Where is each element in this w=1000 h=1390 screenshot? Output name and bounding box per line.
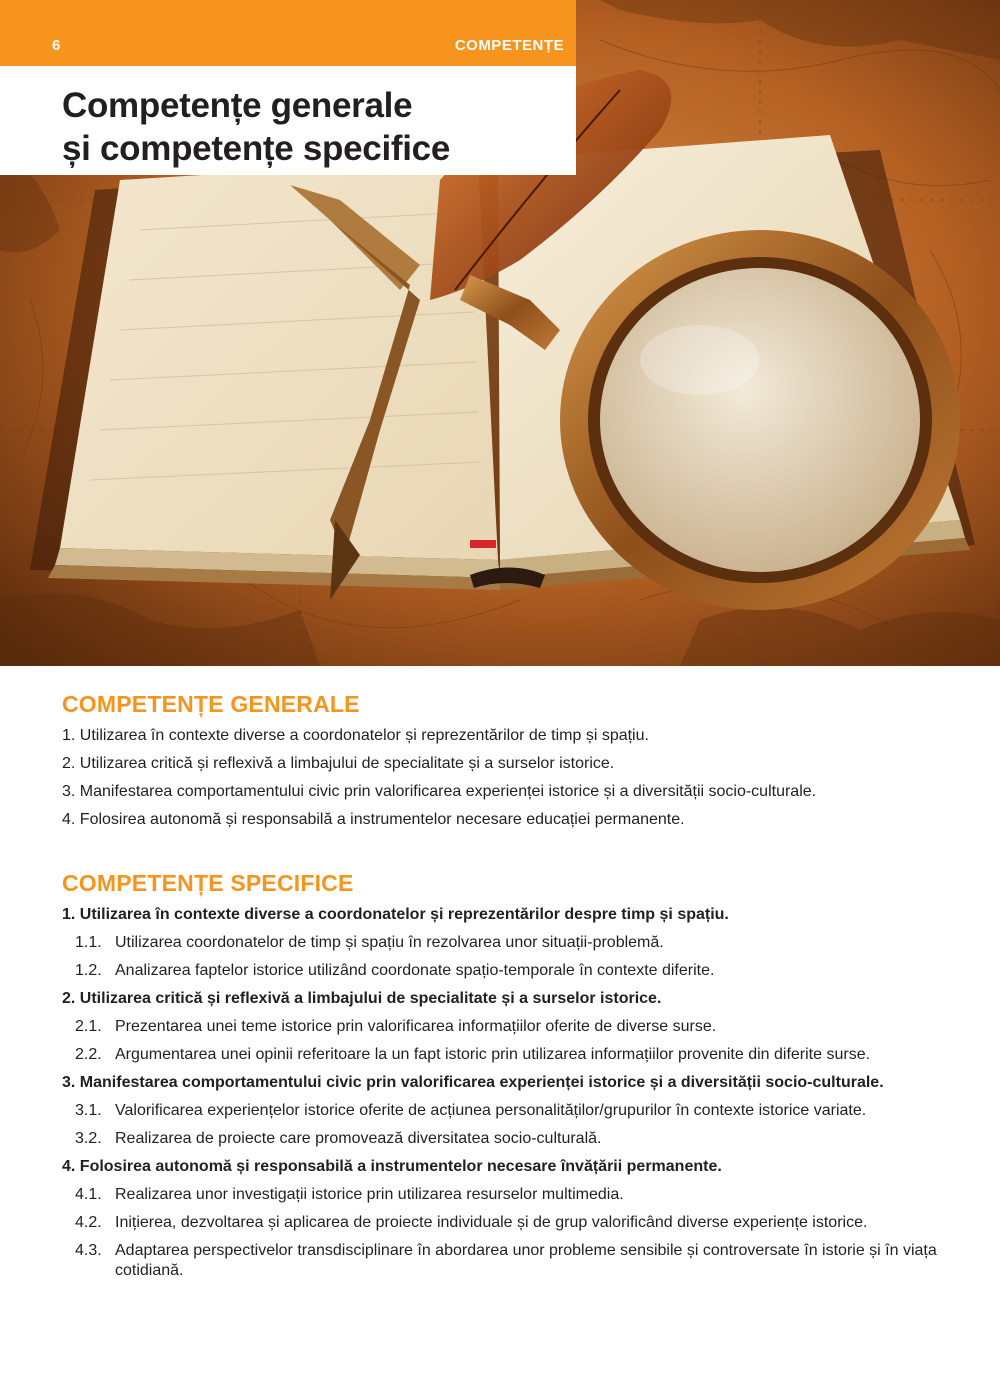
specific-competence-item: [75, 1185, 942, 1205]
page-title-line2: și competențe specifice: [62, 129, 450, 168]
header-bar: [0, 0, 576, 66]
specific-group-title: 1. Utilizarea în contexte diverse a coordonatelor și reprezentărilor despre timp și spațiu.: [62, 906, 729, 923]
specific-competence-number: 2.2.: [75, 1046, 102, 1063]
specific-competence-text: Adaptarea perspectivelor transdisciplinare în abordarea unor probleme sensibile și controversate în istorie și în viața cotidiană.: [115, 1242, 937, 1279]
page-number: 6: [52, 37, 61, 54]
specific-group: [62, 1073, 942, 1149]
page-title-line1: Competențe generale: [62, 86, 413, 125]
general-competence-item: 1. Utilizarea în contexte diverse a coordonatelor și reprezentărilor de timp și spațiu.: [62, 727, 649, 744]
specific-competence-text: Realizarea unor investigații istorice prin utilizarea resurselor multimedia.: [115, 1186, 624, 1203]
specific-competence-number: 4.1.: [75, 1186, 102, 1203]
specific-sublist: [62, 1185, 942, 1281]
specific-competence-number: 4.2.: [75, 1214, 102, 1231]
specific-competences-list: [62, 905, 942, 1289]
specific-competence-item: [75, 1213, 942, 1233]
specific-competence-item: [75, 933, 942, 953]
specific-competence-text: Argumentarea unei opinii referitoare la un fapt istoric prin utilizarea informațiilor provenite din diferite surse.: [115, 1046, 871, 1063]
specific-group-title: 2. Utilizarea critică și reflexivă a limbajului de specialitate și a surselor istorice.: [62, 990, 662, 1007]
specific-competence-item: [75, 1241, 942, 1281]
specific-sublist: [62, 1101, 942, 1149]
specific-group-title: 3. Manifestarea comportamentului civic prin valorificarea experienței istorice și a diversității socio-culturale.: [62, 1074, 884, 1091]
specific-competence-number: 1.1.: [75, 934, 102, 951]
general-competence-item: 3. Manifestarea comportamentului civic prin valorificarea experienței istorice și a diversității socio-culturale.: [62, 783, 817, 800]
specific-sublist: [62, 1017, 942, 1065]
specific-competence-text: Analizarea faptelor istorice utilizând coordonate spațio-temporale în contexte diferite.: [115, 962, 715, 979]
page-title: [62, 84, 450, 170]
specific-competence-item: [75, 1017, 942, 1037]
specific-group-title: 4. Folosirea autonomă și responsabilă a instrumentelor necesare învățării permanente.: [62, 1158, 722, 1175]
specific-competence-number: 3.2.: [75, 1130, 102, 1147]
specific-competence-text: Inițierea, dezvoltarea și aplicarea de proiecte individuale și de grup valorificând diverse experiențe istorice.: [115, 1214, 868, 1231]
general-competences-list: [62, 726, 962, 838]
general-competence-item: 4. Folosirea autonomă și responsabilă a instrumentelor necesare educației permanente.: [62, 811, 685, 828]
specific-competence-text: Valorificarea experiențelor istorice oferite de acțiunea personalităților/grupurilor în contexte istorice variate.: [115, 1102, 867, 1119]
section-label: COMPETENȚE: [454, 37, 564, 54]
specific-competence-number: 2.1.: [75, 1018, 102, 1035]
title-box: [0, 66, 576, 175]
specific-competence-text: Prezentarea unei teme istorice prin valorificarea informațiilor oferite de diverse surse.: [115, 1018, 717, 1035]
specific-group: [62, 1157, 942, 1281]
specific-competence-item: [75, 1045, 942, 1065]
specific-competence-item: [75, 1101, 942, 1121]
specific-competence-number: 1.2.: [75, 962, 102, 979]
specific-competence-number: 3.1.: [75, 1102, 102, 1119]
general-competences-heading: COMPETENȚE GENERALE: [62, 691, 360, 717]
specific-competence-number: 4.3.: [75, 1242, 102, 1259]
specific-group: [62, 905, 942, 981]
specific-competence-item: [75, 1129, 942, 1149]
specific-competence-text: Utilizarea coordonatelor de timp și spațiu în rezolvarea unor situații-problemă.: [115, 934, 664, 951]
general-competence-item: 2. Utilizarea critică și reflexivă a limbajului de specialitate și a surselor istorice.: [62, 755, 615, 772]
specific-competence-item: [75, 961, 942, 981]
specific-competence-text: Realizarea de proiecte care promovează diversitatea socio-culturală.: [115, 1130, 602, 1147]
specific-competences-heading: COMPETENȚE SPECIFICE: [62, 870, 354, 896]
specific-sublist: [62, 933, 942, 981]
specific-group: [62, 989, 942, 1065]
